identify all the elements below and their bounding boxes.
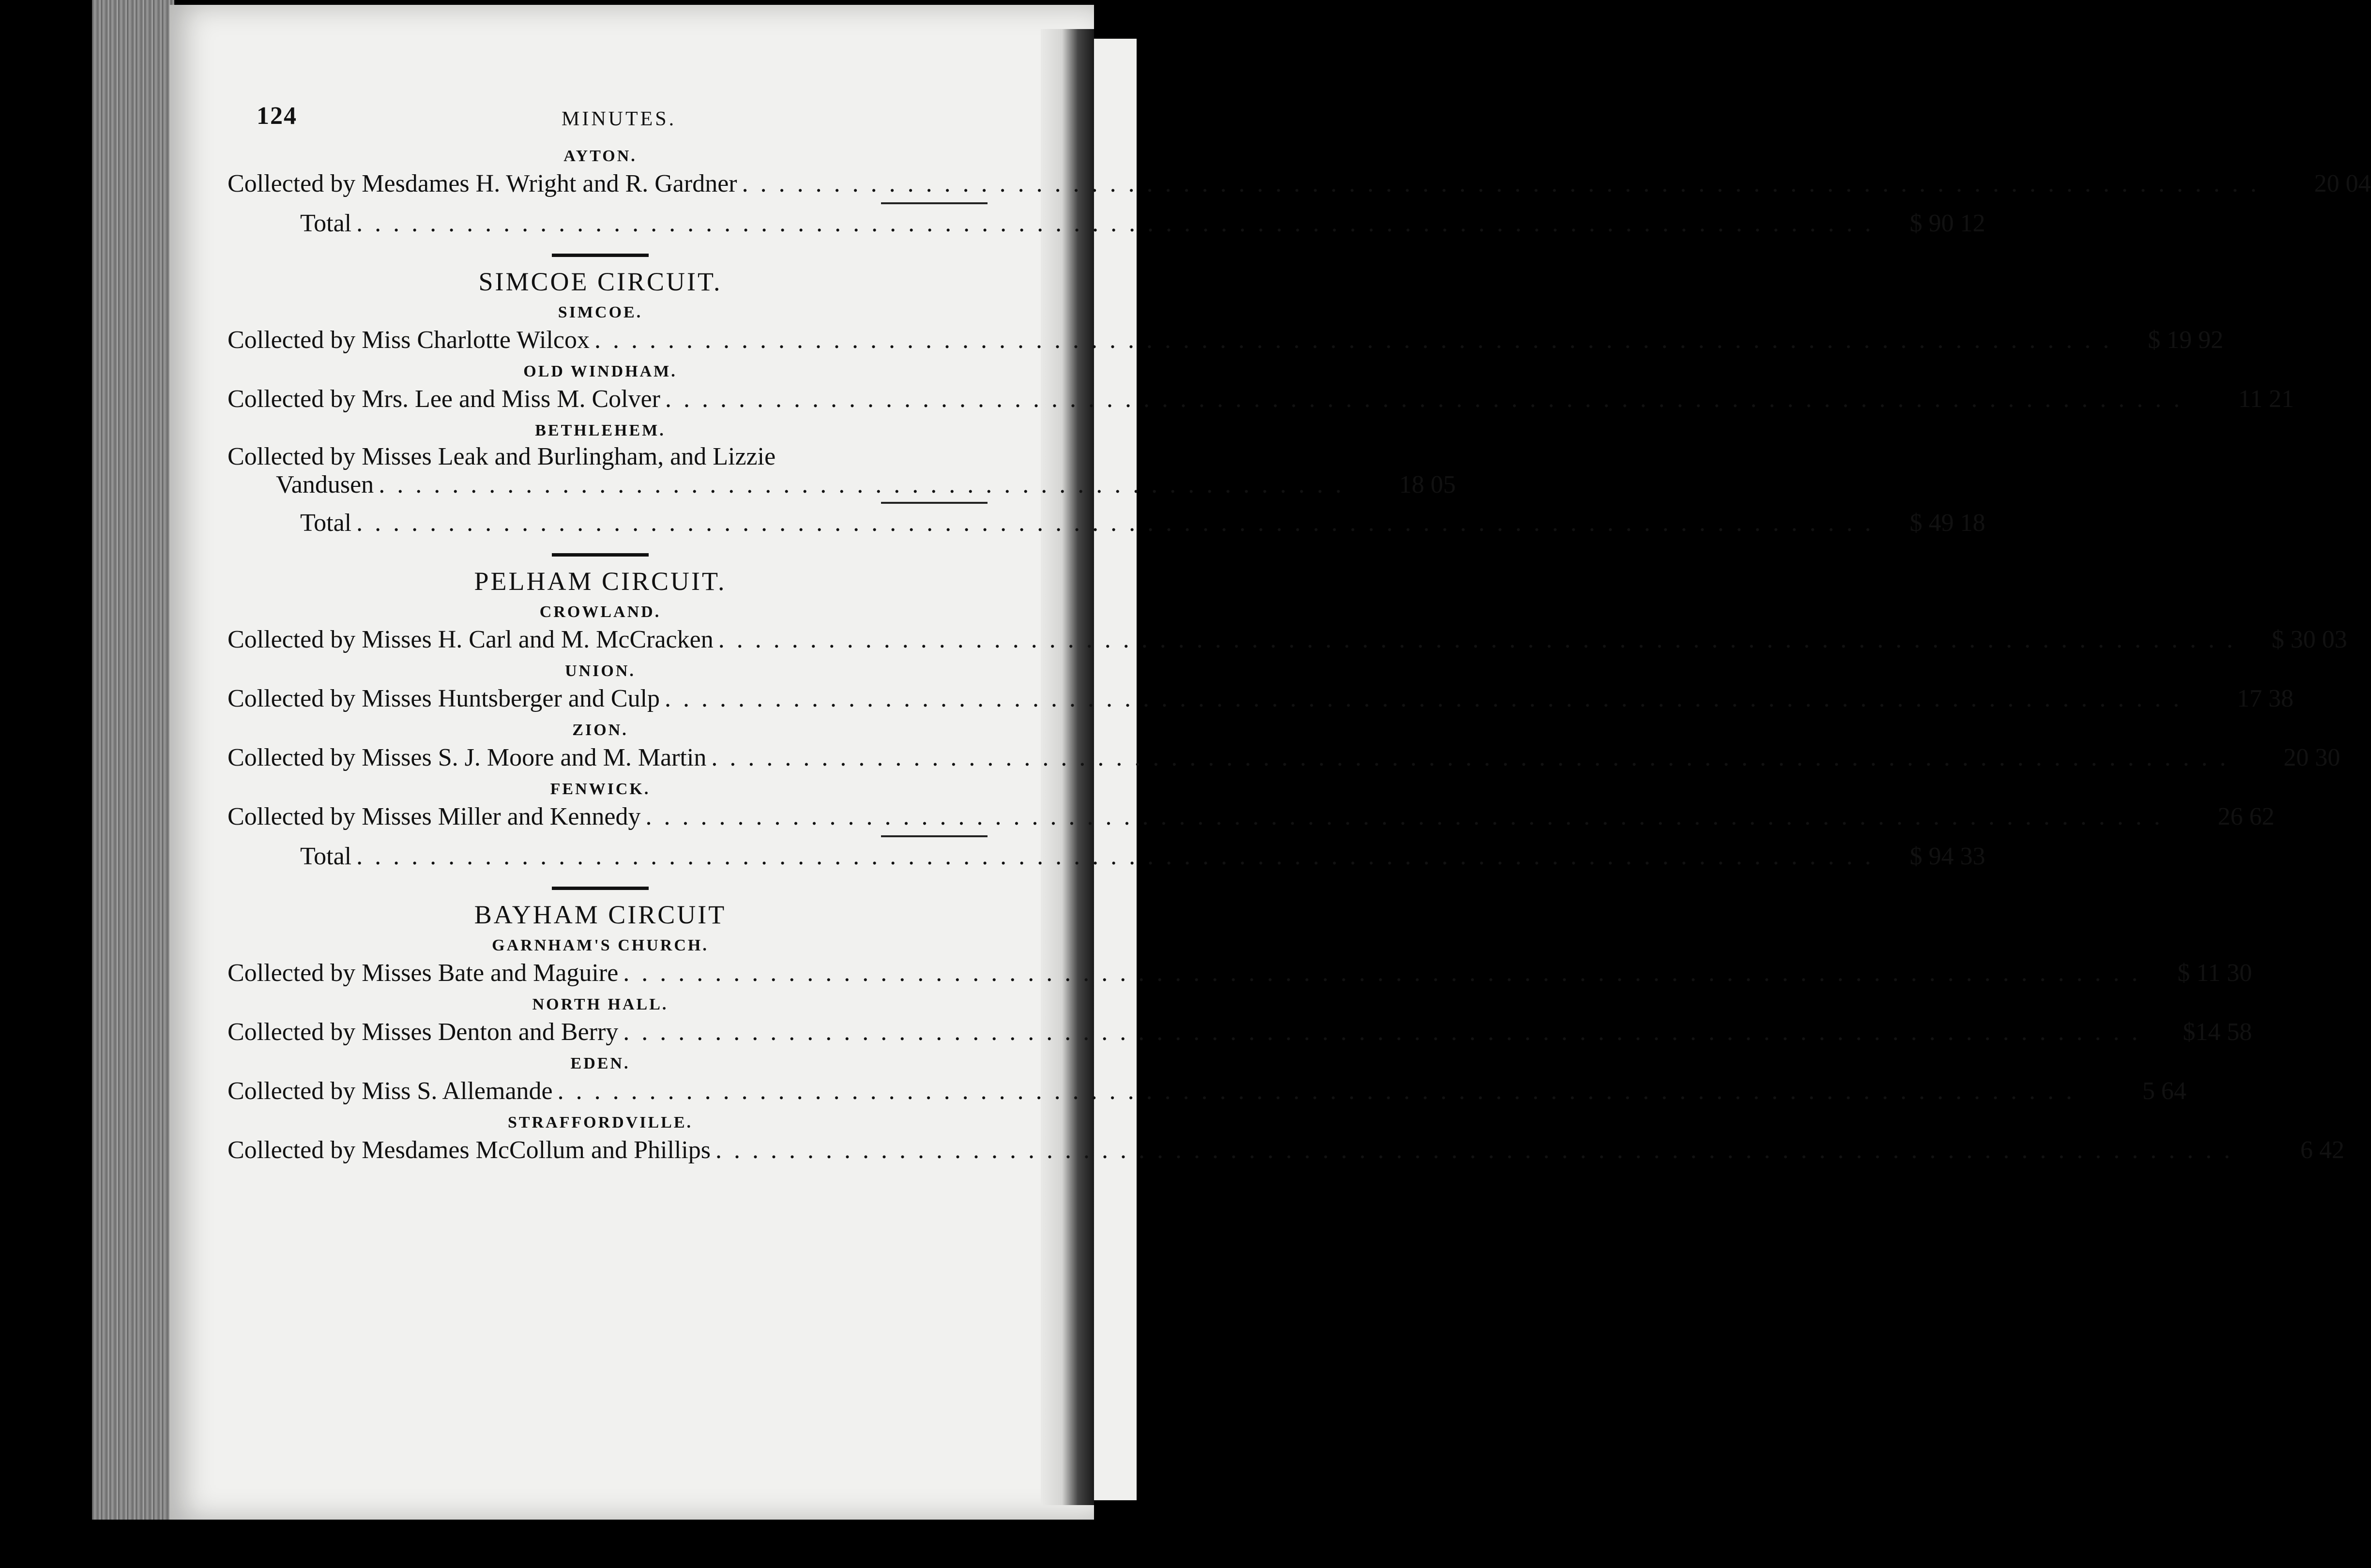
entry-text: Collected by Misses H. Carl and M. McCracken xyxy=(228,626,714,653)
entry-text: Collected by Mesdames McCollum and Phillips xyxy=(228,1136,711,1164)
dot-leader xyxy=(646,801,2163,832)
total-label: Total xyxy=(300,210,352,237)
entry-text: Collected by Misses S. J. Moore and M. Martin xyxy=(228,744,707,771)
entry-text-line1: Collected by Misses Leak and Burlingham, and Lizzie xyxy=(228,443,776,470)
collection-entry xyxy=(228,168,2371,199)
location-heading: UNION. xyxy=(565,662,636,680)
entry-text: Collected by Misses Bate and Maguire xyxy=(228,959,619,987)
entry-text-line2: Vandusen xyxy=(276,471,374,498)
total-label: Total xyxy=(300,509,352,537)
sum-rule xyxy=(881,835,988,837)
collection-entry xyxy=(228,384,2294,415)
dot-leader xyxy=(665,683,2182,714)
collection-entry xyxy=(228,801,2275,832)
circuit-title: BAYHAM CIRCUIT xyxy=(474,900,727,929)
total-row xyxy=(300,208,1986,239)
dot-leader xyxy=(356,208,1874,239)
collection-entry xyxy=(228,1076,2187,1107)
dot-leader xyxy=(558,1076,2075,1107)
entry-amount: 5 64 xyxy=(2142,1077,2187,1105)
dot-leader xyxy=(356,841,1874,872)
page-number: 124 xyxy=(257,102,297,130)
dot-leader xyxy=(742,168,2260,199)
entry-amount: 6 42 xyxy=(2300,1136,2345,1164)
collection-entry xyxy=(228,1135,2345,1166)
collection-entry xyxy=(228,958,2252,989)
entry-text: Collected by Misses Denton and Berry xyxy=(228,1018,619,1046)
location-heading: BETHLEHEM. xyxy=(535,422,666,439)
location-heading: ZION. xyxy=(572,721,628,739)
section-divider xyxy=(552,254,649,257)
entry-amount: 20 04 xyxy=(2314,170,2371,197)
location-heading: OLD WINDHAM. xyxy=(523,362,677,380)
location-heading: AYTON. xyxy=(563,147,637,165)
location-heading: CROWLAND. xyxy=(539,603,661,621)
circuit-title: PELHAM CIRCUIT. xyxy=(474,567,727,596)
location-heading: EDEN. xyxy=(570,1055,630,1072)
running-head: MINUTES. xyxy=(562,108,677,130)
entry-text: Collected by Miss S. Allemande xyxy=(228,1077,553,1105)
entry-amount: $ 11 30 xyxy=(2177,959,2252,987)
section-divider xyxy=(552,553,649,557)
entry-amount: 17 38 xyxy=(2237,685,2294,712)
sum-rule xyxy=(881,502,988,504)
entry-amount: $ 19 92 xyxy=(2147,326,2223,354)
dot-leader xyxy=(623,1017,2141,1048)
dot-leader: . . . . . . . . . . . . . . . . . . . . . . . . . . . . . . . . . . . . . . . . . . . . . . . . . . . . . xyxy=(379,471,1345,498)
location-heading: STRAFFORDVILLE. xyxy=(507,1114,693,1131)
page-content xyxy=(213,82,2371,1166)
dot-leader xyxy=(623,958,2141,989)
entry-amount: 18 05 xyxy=(1399,471,1456,498)
entry-amount: $ 30 03 xyxy=(2271,626,2347,653)
sum-rule xyxy=(881,202,988,204)
dot-leader xyxy=(715,1135,2233,1166)
total-row xyxy=(300,508,1986,539)
dot-leader xyxy=(718,624,2236,655)
total-label: Total xyxy=(300,843,352,870)
entry-text: Collected by Mesdames H. Wright and R. Gardner xyxy=(228,170,737,197)
dot-leader xyxy=(665,384,2183,415)
dot-leader xyxy=(594,325,2112,356)
location-heading: SIMCOE. xyxy=(558,303,643,321)
collection-entry xyxy=(228,325,2223,356)
collection-entry xyxy=(228,443,1456,499)
entry-text: Collected by Misses Miller and Kennedy xyxy=(228,803,641,830)
total-amount: $ 49 18 xyxy=(1910,509,1986,537)
dot-leader xyxy=(711,742,2229,773)
circuit-title: SIMCOE CIRCUIT. xyxy=(478,267,722,296)
entry-text: Collected by Mrs. Lee and Miss M. Colver xyxy=(228,385,660,413)
collection-entry xyxy=(228,742,2341,773)
book-page-edges xyxy=(92,0,174,1520)
total-row xyxy=(300,841,1986,872)
entry-amount: $14 58 xyxy=(2183,1018,2252,1046)
entry-text: Collected by Miss Charlotte Wilcox xyxy=(228,326,590,354)
collection-entry xyxy=(228,624,2347,655)
entry-amount: 11 21 xyxy=(2238,385,2294,413)
entry-amount: 26 62 xyxy=(2218,803,2275,830)
page-header xyxy=(213,82,988,140)
collection-entry xyxy=(228,683,2294,714)
collection-entry xyxy=(228,1017,2252,1048)
location-heading: NORTH HALL. xyxy=(532,995,669,1013)
entry-amount: 20 30 xyxy=(2283,744,2341,771)
total-amount: $ 94 33 xyxy=(1910,843,1986,870)
section-divider xyxy=(552,887,649,890)
location-heading: GARNHAM'S CHURCH. xyxy=(492,936,709,954)
entry-text: Collected by Misses Huntsberger and Culp xyxy=(228,685,660,712)
total-amount: $ 90 12 xyxy=(1910,210,1986,237)
entry-continuation xyxy=(276,471,1456,499)
dot-leader xyxy=(356,508,1874,539)
location-heading: FENWICK. xyxy=(550,780,651,798)
